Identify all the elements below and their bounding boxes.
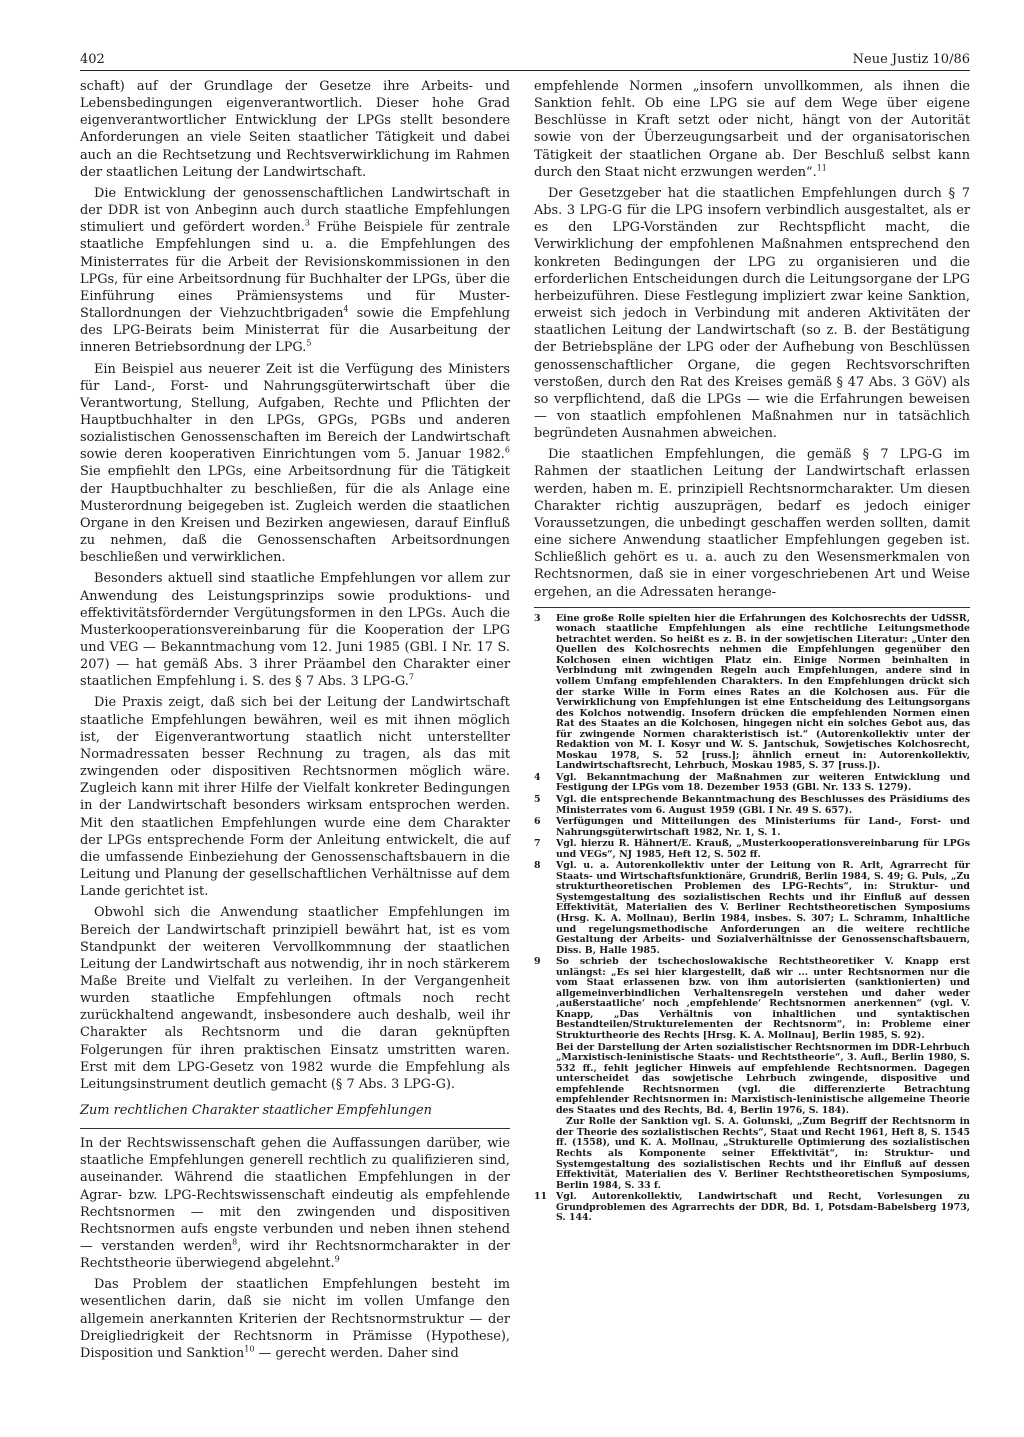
footnote-number: 6 bbox=[534, 816, 541, 828]
footnote-ref: 5 bbox=[306, 339, 312, 349]
paragraph: Ein Beispiel aus neuerer Zeit ist die Verfügung des Ministers für Land-, Forst- und Nahrungsgüterwirtschaft über die Verantwortung, Stellung, Aufgaben, Rechte und Pflichten der Hauptbuchhalter in den LPGs, GPGs, PGBs und anderen sozialistischen Genossenschaften im Bereich der Landwirtschaft sowie deren kooperativen Einrichtungen vom 5. Januar 1982.$^6$ Sie empfiehlt den LPGs, eine Arbeitsordnung für die Tätigkeit der Hauptbuchhalter zu beschließen, für die als Anlage eine Musterordnung beigegeben ist. Zugleich werden die staatlichen Organe in den Kreisen und Bezirken angewiesen, darauf Einfluß zu nehmen, daß die Genossenschaften Arbeitsordnungen beschließen und verwirklichen. bbox=[80, 361, 510, 566]
footnote bbox=[534, 795, 970, 816]
footnote-number: 7 bbox=[534, 838, 541, 850]
section-rule bbox=[80, 1128, 510, 1129]
footnote-number: 8 bbox=[534, 860, 541, 872]
footnote-number: 4 bbox=[534, 771, 541, 783]
section-heading: Zum rechtlichen Charakter staatlicher Empfehlungen bbox=[80, 1103, 432, 1119]
footnote-text: Bei der Darstellung der Arten sozialistischer Rechtsnormen im DDR-Lehrbuch „Marxistisch-leninistische Staats- und Rechtstheorie“, 3. Aufl., Berlin 1980, S. 532 ff., fehlt jeglicher Hinweis auf empfehlende Rechtsnormen. Dagegen unterscheidet das sowjetische Lehrbuch zwingende, dispositive und empfehlende Rechtsnormen (vgl. die differenzierte Betrachtung empfehlender Rechtsnormen in: Marxistisch-leninistische allgemeine Theorie des Staates und des Rechts, Bd. 4, Berlin 1976, S. 184). bbox=[556, 1041, 970, 1116]
footnote-number: 3 bbox=[534, 612, 541, 624]
footnote-text: Vgl. u. a. Autorenkollektiv unter der Leitung von R. Arlt, Agrarrecht für Staats- und Wirtschaftsfunktionäre, Grundriß, Berlin 1984, S. 49; G. Puls, „Zu strukturtheoretischen Problemen des LPG-Rechts“, in: Struktur- und Systemgestaltung des sozialistischen Rechts und ihr Einfluß auf dessen Effektivität, Materialien des V. Berliner Rechtstheoretischen Symposiums (Hrsg. K. A. Mollnau), Berlin 1984, insbes. S. 307; L. Schramm, Inhaltliche und regelungsmethodische Anforderungen an die weitere rechtliche Gestaltung der Arbeits- und Sozialverhältnisse der Genossenschaftsbauern, Diss. B, Halle 1985. bbox=[556, 860, 970, 956]
footnote bbox=[534, 614, 970, 772]
paragraph: Das Problem der staatlichen Empfehlungen besteht im wesentlichen darin, daß sie nicht im vollen Umfange den allgemein anerkannten Kriterien der Rechtsnormstruktur — der Dreigliedrigkeit der Rechtsnorm in Prämisse (Hypothese), Disposition und Sanktion$^{10}$ — gerecht werden. Daher sind bbox=[80, 1277, 510, 1361]
footnote-ref: 4 bbox=[343, 304, 349, 314]
paragraph: Die staatlichen Empfehlungen, die gemäß § 7 LPG-G im Rahmen der staatlichen Leitung der Landwirtschaft erlassen werden, haben m. E. prinzipiell Rechtsnormcharakter. Um diesen Charakter richtig auszuprägen, bedarf es jedoch einiger Voraussetzungen, die unbedingt geschaffen werden sollten, damit eine sichere Anwendung staatlicher Empfehlungen gegeben ist. Schließlich gehört es u. a. auch zu den Wesensmerkmalen von Rechtsnormen, daß sie in einer vorgeschriebenen Art und Weise ergehen, an die Adressaten herange- bbox=[534, 447, 970, 600]
footnote-text: Vgl. Autorenkollektiv, Landwirtschaft und Recht, Vorlesungen zu Grundproblemen des Agrarrechts der DDR, Bd. 1, Potsdam-Babelsberg 1973, S. 144. bbox=[556, 1191, 970, 1224]
footnote-ref: 10 bbox=[244, 1344, 255, 1354]
footnote-number: 5 bbox=[534, 793, 541, 805]
paragraph: empfehlende Normen „insofern unvollkommen, als ihnen die Sanktion fehlt. Ob eine LPG sie auf dem Wege über eigene Beschlüsse in Kraft setzt oder nicht, hängt von der Autorität sowie von der Überzeugungsarbeit und der organisatorischen Tätigkeit der staatlichen Organe ab. Der Beschluß selbst kann durch den Staat nicht erzwungen werden“.$^{11}$ bbox=[534, 79, 970, 180]
footnote-text: Vgl. hierzu R. Hähnert/E. Krauß, „Musterkooperationsvereinbarung für LPGs und VEGs“, NJ 1985, Heft 12, S. 502 ff. bbox=[556, 838, 970, 860]
footnote-number bbox=[534, 1043, 556, 1117]
footnote bbox=[534, 817, 970, 838]
footnote-number: 11 bbox=[534, 1191, 548, 1203]
footnote-ref: 7 bbox=[408, 673, 414, 683]
paragraph: Der Gesetzgeber hat die staatlichen Empfehlungen durch § 7 Abs. 3 LPG-G für die LPG insofern verbindlich ausgestaltet, als er es den LPG-Vorständen zur Rechtspflicht macht, die Verwirklichung der empfohlenen Maßnahmen entsprechend den konkreten Bedingungen der LPG zu organisieren und die erforderlichen Entscheidungen durch die Leitungsorgane der LPG herbeizuführen. Diese Festlegung impliziert zwar keine Sanktion, erweist sich jedoch in Verbindung mit anderen Aktivitäten der staatlichen Leitung der Landwirtschaft (so z. B. der Bestätigung der Betriebspläne der LPG oder der Aufhebung von Beschlüssen genossenschaftlicher Organe, die gegen Rechtsvorschriften verstoßen, durch den Rat des Kreises gemäß § 47 Abs. 3 GöV) als so verpflichtend, daß die LPGs — wie die Erfahrungen beweisen — von staatlich empfohlenen Maßnahmen nur in tatsächlich begründeten Ausnahmen abweichen. bbox=[534, 185, 970, 442]
journal-title: Neue Justiz 10/86 bbox=[852, 52, 970, 67]
paragraph: Obwohl sich die Anwendung staatlicher Empfehlungen im Bereich der Landwirtschaft prinzipiell bewährt hat, ist es vom Standpunkt der weiteren Vervollkommnung der staatlichen Leitung der Landwirtschaft aus notwendig, ihr in noch stärkerem Maße Breite und Vielfalt zu verleihen. In der Vergangenheit wurden staatliche Empfehlungen oftmals noch recht zurückhaltend angewandt, insbesondere auch deshalb, weil ihr Charakter als Rechtsnorm und die daran geknüpften Folgerungen für ihren praktischen Einsatz umstritten waren. Erst mit dem LPG-Gesetz von 1982 wurde die Empfehlung als Leitungsinstrument deutlich gemacht (§ 7 Abs. 3 LPG-G). bbox=[80, 905, 510, 1092]
footnote bbox=[534, 1043, 970, 1117]
left-column bbox=[80, 78, 510, 1366]
footnote-text: So schrieb der tschechoslowakische Rechtstheoretiker V. Knapp erst unlängst: „Es sei hier klargestellt, daß wir ... unter Rechtsnormen nur die vom Staat erlassenen bzw. von ihm autorisierten (sanktionierten) und allgemeinverbindlichen Verhaltensregeln verstehen und daher weder ‚außerstaatliche‘ noch ‚empfehlende‘ Rechtsnormen anerkennen“ (vgl. V. Knapp, „Das Verhältnis von inhaltlichen und syntaktischen Bestandteilen/Strukturelementen der Rechtsnorm“, in: Probleme einer Strukturtheorie des Rechts [Hrsg. K. A. Mollnau], Berlin 1985, S. 92). bbox=[556, 956, 970, 1042]
footnote bbox=[534, 1192, 970, 1224]
header-rule bbox=[80, 70, 970, 71]
footnote-continuation: Zur Rolle der Sanktion vgl. S. A. Golunski, „Zum Begriff der Rechtsnorm in der Theorie des sozialistischen Rechts“, Staat und Recht 1961, Heft 8, S. 1545 ff. (1558), und K. A. Mollnau, „Strukturelle Optimierung des sozialistischen Rechts als Komponente seiner Effektivität“, in: Struktur- und Systemgestaltung des sozialistischen Rechts und ihr Einfluß auf dessen Effektivität, Materialien des V. Berliner Rechtstheoretischen Symposiums, Berlin 1984, S. 33 f. bbox=[556, 1116, 970, 1191]
footnote-rule bbox=[534, 607, 970, 608]
footnote bbox=[534, 957, 970, 1041]
paragraph: schaft) auf der Grundlage der Gesetze ihre Arbeits- und Lebensbedingungen eigenverantwortlich. Dieser hohe Grad eigenverantwortlicher Entwicklung der LPGs stellt besondere Anforderungen an viele Seiten staatlicher Tätigkeit und dabei auch an die Rechtsetzung und Rechtsverwirklichung im Rahmen der staatlichen Leitung der Landwirtschaft. bbox=[80, 79, 510, 180]
footnote-ref: 8 bbox=[232, 1237, 238, 1247]
footnote-text: Vgl. die entsprechende Bekanntmachung des Beschlusses des Präsidiums des Ministerrates vom 6. August 1959 (GBl. I Nr. 49 S. 657). bbox=[556, 793, 970, 816]
footnote-ref: 11 bbox=[816, 163, 827, 173]
footnote bbox=[534, 839, 970, 860]
footnote bbox=[534, 773, 970, 794]
paragraph: Besonders aktuell sind staatliche Empfehlungen vor allem zur Anwendung des Leistungsprinzips sowie produktions- und effektivitätsfördernder Vergütungsformen in den LPGs. Auch die Musterkooperationsvereinbarung für die Kooperation der LPG und VEG — Bekanntmachung vom 12. Juni 1985 (GBl. I Nr. 17 S. 207) — hat gemäß Abs. 3 ihrer Präambel den Charakter einer staatlichen Empfehlung i. S. des § 7 Abs. 3 LPG-G.$^7$ bbox=[80, 571, 510, 690]
paragraph: In der Rechtswissenschaft gehen die Auffassungen darüber, wie staatliche Empfehlungen generell rechtlich zu qualifizieren sind, auseinander. Während die staatlichen Empfehlungen in der Agrar- bzw. LPG-Rechtswissenschaft eindeutig als empfehlende Rechtsnormen — mit den zwingenden und dispositiven Rechtsnormen aufs engste verbunden und neben ihnen stehend — verstanden werden$^8$, wird ihr Rechtsnormcharakter in der Rechtstheorie überwiegend abgelehnt.$^9$ bbox=[80, 1136, 510, 1272]
footnote bbox=[534, 861, 970, 956]
footnote-list bbox=[534, 614, 970, 1225]
paragraph: Die Entwicklung der genossenschaftlichen Landwirtschaft in der DDR ist von Anbeginn auch durch staatliche Empfehlungen stimuliert und gefördert worden.$^3$ Frühe Beispiele für zentrale staatliche Empfehlungen sind u. a. die Empfehlungen des Ministerrates für die Arbeit der Revisionskommissionen in den LPGs, für eine Arbeitsordnung für Buchhalter der LPGs, über die Einführung eines Prämiensystems und für Muster-Stallordnungen der Viehzuchtbrigaden$^4$ sowie die Empfehlung des LPG-Beirats beim Ministerrat für die Ausarbeitung der inneren Betriebsordnung der LPG.$^5$ bbox=[80, 185, 510, 356]
page-number: 402 bbox=[80, 52, 105, 67]
footnote-text: Eine große Rolle spielten hier die Erfahrungen des Kolchosrechts der UdSSR, wonach staatliche Empfehlungen als eine rechtliche Leitungsmethode betrachtet werden. So heißt es z. B. in der sowjetischen Literatur: „Unter den Quellen des Kolchosrechts nehmen die Empfehlungen gegenüber den Kolchosen einen wichtigen Platz ein. Einige Normen beinhalten in Verbindung mit zwingenden Regeln auch Empfehlungen, andere sind in vollem Umfang empfehlenden Charakters. In den Empfehlungen drückt sich der starke Wille in Form eines Rates an die Kolchosen aus. Für die Verwirklichung von Empfehlungen ist eine Entscheidung des Leitungsorgans des Kolchos notwendig. Insofern drücken die empfehlenden Normen einen Rat des Staates an die Kolchosen, hingegen nicht ein solches Gebot aus, das für zwingende Normen charakteristisch ist.“ (Autorenkollektiv unter der Redaktion von M. I. Kosyr und W. S. Jantschuk, Sowjetisches Kolchosrecht, Moskau 1978, S. 52 [russ.]; ähnlich erneut in: Autorenkollektiv, Landwirtschaftsrecht, Lehrbuch, Moskau 1985, S. 37 [russ.]). bbox=[556, 612, 970, 772]
footnote-ref: 6 bbox=[504, 445, 510, 455]
paragraph: Die Praxis zeigt, daß sich bei der Leitung der Landwirtschaft staatliche Empfehlungen bewähren, weil es mit ihnen möglich ist, der Eigenverantwortung staatlich nicht unterstellter Normadressaten besser Rechnung zu tragen, als das mit zwingenden oder dispositiven Rechtsnormen möglich wäre. Zugleich kann mit ihrer Hilfe der Vielfalt konkreter Bedingungen in der Landwirtschaft besonders wirksam entsprochen werden. Mit den staatlichen Empfehlungen wurde eine dem Charakter der LPGs entsprechende Form der Anleitung entwickelt, die auf die umfassende Einbeziehung der Genossenschaftsbauern in die Leitung und Planung der gesellschaftlichen Verhältnisse auf dem Lande gerichtet ist. bbox=[80, 695, 510, 900]
footnote-text: Vgl. Bekanntmachung der Maßnahmen zur weiteren Entwicklung und Festigung der LPGs vom 18. Dezember 1953 (GBl. Nr. 133 S. 1279). bbox=[556, 771, 970, 794]
footnote-ref: 9 bbox=[334, 1254, 340, 1264]
footnote-number: 9 bbox=[534, 956, 541, 968]
footnote-text: Verfügungen und Mitteilungen des Ministeriums für Land-, Forst- und Nahrungsgüterwirtschaft 1982, Nr. 1, S. 1. bbox=[556, 816, 970, 838]
right-column bbox=[534, 78, 970, 1226]
footnote-ref: 3 bbox=[304, 218, 310, 228]
